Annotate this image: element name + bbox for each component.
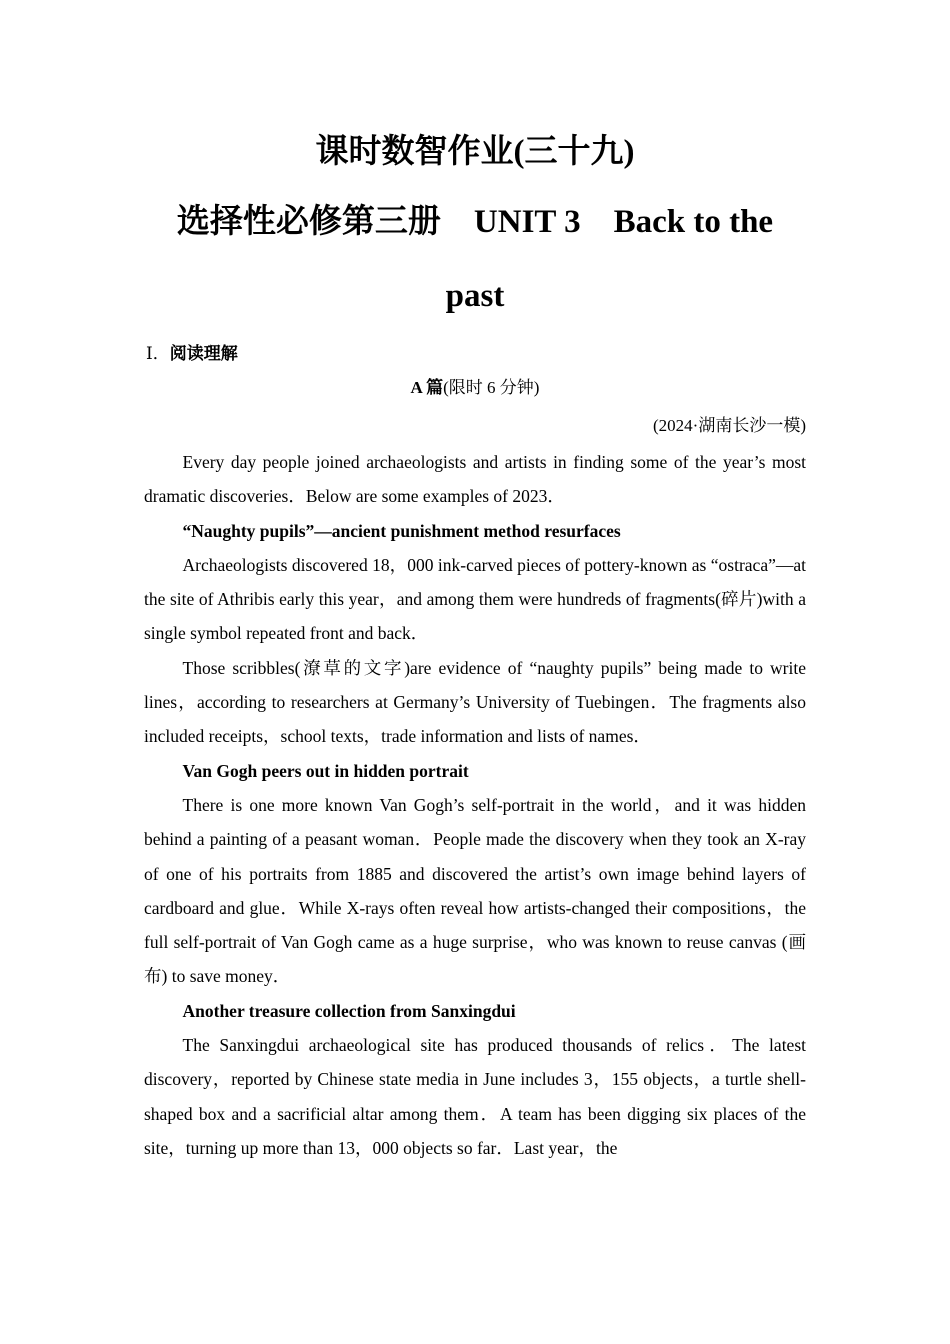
paragraph: Those scribbles(潦草的文字)are evidence of “naughty pupils” being made to write lines，according to researchers at Germany’s University of Tuebingen．The fragments also included receipts，school texts，trade information and lists of names． — [144, 657, 806, 747]
part-time-limit: (限时 6 分钟) — [443, 378, 540, 397]
section-heading — [146, 342, 238, 366]
article-body — [144, 445, 806, 1165]
paragraph: There is one more known Van Gogh’s self-portrait in the world，and it was hidden behind a painting of a peasant woman．People made the discovery when they took an X-ray of one of his portraits from 1885 and discovered the artist’s own image behind layers of cardboard and glue．While X-rays often reveal how artists-changed their compositions，the full self-portrait of Van Gogh came as a huge surprise，who was known to reuse canvas (画布) to save money． — [144, 794, 806, 987]
paragraph: Archaeologists discovered 18，000 ink-carved pieces of pottery-known as “ostraca”—at the site of Athribis early this year，and among them were hundreds of fragments(碎片)with a single symbol repeated front and back． — [144, 554, 806, 644]
unit-title-continued: past — [445, 278, 505, 314]
section-label: 阅读理解 — [169, 344, 238, 363]
intro-paragraph: Every day people joined archaeologists and artists in finding some of the year’s most dramatic discoveries．Below are some examples of 2023． — [144, 452, 806, 507]
source-note: (2024·湖南长沙一模) — [653, 416, 806, 435]
subheading-naughty-pupils: “Naughty pupils”—ancient punishment method resurfaces — [182, 520, 621, 541]
part-name: A 篇 — [410, 378, 444, 397]
worksheet-title: 课时数智作业(三十九) — [315, 134, 635, 170]
paragraph: The Sanxingdui archaeological site has produced thousands of relics．The latest discovery，reported by Chinese state media in June includes 3，155 objects，a turtle shell-shaped box and a sacrificial altar among them．A team has been digging six places of the site，turning up more than 13，000 objects so far．Last year，the — [144, 1035, 806, 1158]
part-heading — [0, 376, 950, 400]
section-numeral: Ⅰ． — [146, 344, 170, 363]
subheading-sanxingdui: Another treasure collection from Sanxingdui — [182, 1000, 516, 1021]
subheading-van-gogh: Van Gogh peers out in hidden portrait — [182, 760, 469, 781]
unit-title: 选择性必修第三册 UNIT 3 Back to the — [176, 204, 774, 240]
